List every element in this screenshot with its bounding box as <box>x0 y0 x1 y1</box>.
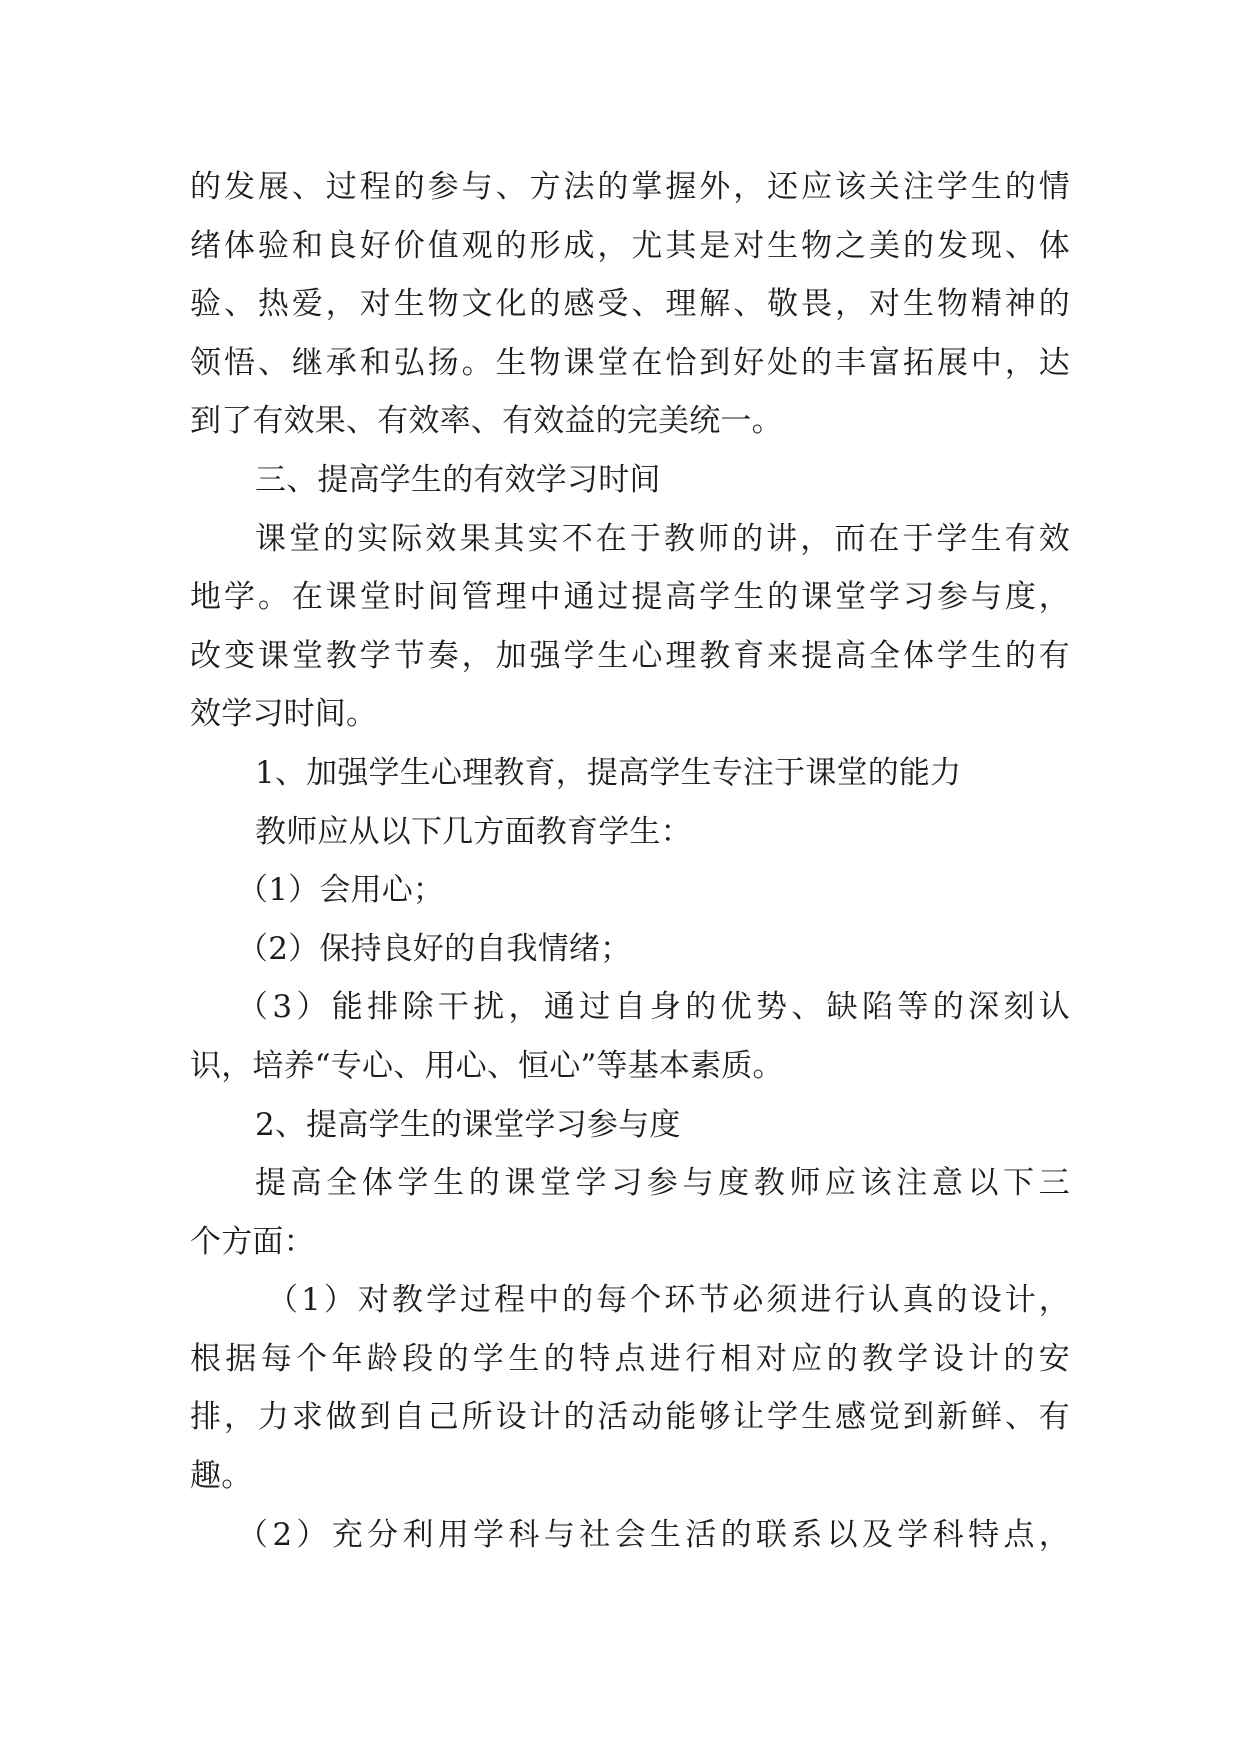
section-heading: 三、提高学生的有效学习时间 <box>255 461 661 498</box>
subsection-heading: 1、加强学生心理教育，提高学生专注于课堂的能力 <box>255 754 962 791</box>
paragraph-first-line: 教师应从以下几方面教育学生： <box>255 813 692 850</box>
document-body <box>190 158 1070 1564</box>
text-line: 领悟、继承和弘扬。生物课堂在恰到好处的丰富拓展中，达 <box>190 344 1070 381</box>
list-item: （3）能排除干扰，通过自身的优势、缺陷等的深刻认 <box>237 989 1070 1026</box>
text-line: 趣。 <box>190 1458 253 1495</box>
text-line: 识，培养“专心、用心、恒心”等基本素质。 <box>190 1047 784 1084</box>
paragraph-first-line: 提高全体学生的课堂学习参与度教师应该注意以下三 <box>255 1165 1070 1202</box>
text-line: 个方面： <box>190 1223 315 1260</box>
paragraph-first-line: 课堂的实际效果其实不在于教师的讲，而在于学生有效 <box>255 520 1070 557</box>
text-line: 到了有效果、有效率、有效益的完美统一。 <box>190 403 783 440</box>
text-line: 绪体验和良好价值观的形成，尤其是对生物之美的发现、体 <box>190 227 1070 264</box>
list-item: （2）充分利用学科与社会生活的联系以及学科特点， <box>237 1516 1070 1553</box>
subsection-heading: 2、提高学生的课堂学习参与度 <box>255 1106 681 1143</box>
text-line: 的发展、过程的参与、方法的掌握外，还应该关注学生的情 <box>190 169 1070 205</box>
text-line: 效学习时间。 <box>190 696 378 733</box>
list-item: （1）对教学过程中的每个环节必须进行认真的设计， <box>267 1282 1070 1319</box>
text-line: 地学。在课堂时间管理中通过提高学生的课堂学习参与度， <box>190 579 1070 616</box>
text-line: 验、热爱，对生物文化的感受、理解、敬畏，对生物精神的 <box>190 286 1070 323</box>
text-line: 改变课堂教学节奏，加强学生心理教育来提高全体学生的有 <box>190 637 1070 674</box>
text-line: 排，力求做到自己所设计的活动能够让学生感觉到新鲜、有 <box>190 1399 1070 1436</box>
list-item: （2）保持良好的自我情绪； <box>237 930 632 967</box>
list-item: （1）会用心； <box>237 872 445 909</box>
text-line: 根据每个年龄段的学生的特点进行相对应的教学设计的安 <box>190 1340 1070 1377</box>
